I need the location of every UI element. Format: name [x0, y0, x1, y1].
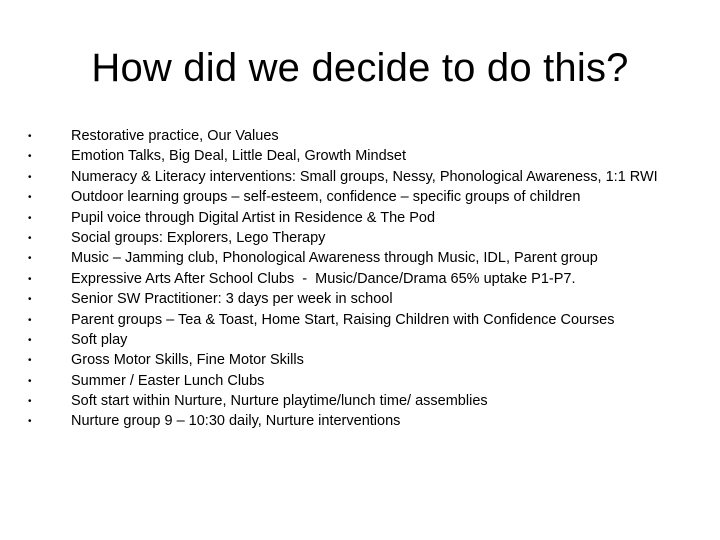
slide-title: How did we decide to do this? [91, 46, 629, 90]
bullet-text: Social groups: Explorers, Lego Therapy [71, 229, 326, 246]
list-item [28, 352, 698, 369]
bullet-text: Gross Motor Skills, Fine Motor Skills [71, 352, 304, 369]
bullet-text: Expressive Arts After School Clubs - Music/Dance/Drama 65% uptake P1-P7. [71, 270, 576, 287]
list-item [28, 312, 698, 329]
list-item [28, 250, 698, 267]
bullet-text: Emotion Talks, Big Deal, Little Deal, Growth Mindset [71, 148, 406, 165]
bullet-icon: • [28, 131, 32, 142]
list-item [28, 413, 698, 430]
bullet-text: Restorative practice, Our Values [71, 128, 279, 144]
bullet-icon: • [28, 294, 32, 306]
bullet-icon: • [28, 232, 32, 244]
bullet-icon: • [28, 151, 32, 163]
list-item [28, 230, 698, 247]
bullet-icon: • [28, 416, 32, 428]
list-item [28, 210, 698, 227]
list-item [28, 271, 698, 288]
bullet-icon: • [28, 171, 32, 183]
bullet-icon: • [28, 273, 32, 285]
bullet-text: Summer / Easter Lunch Clubs [71, 372, 265, 389]
bullet-icon: • [28, 396, 32, 408]
list-item [28, 148, 698, 165]
bullet-icon: • [28, 334, 32, 346]
list-item [28, 393, 698, 410]
list-item [28, 169, 698, 186]
bullet-icon: • [28, 375, 32, 387]
bullet-text: Soft play [71, 331, 128, 348]
list-item [28, 291, 698, 308]
bullet-text: Numeracy & Literacy interventions: Small groups, Nessy, Phonological Awareness, 1:1 RWI [71, 168, 658, 185]
bullet-text: Pupil voice through Digital Artist in Residence & The Pod [71, 209, 436, 226]
bullet-icon: • [28, 314, 32, 326]
bullet-icon: • [28, 212, 32, 224]
bullet-list [28, 128, 698, 434]
list-item [28, 332, 698, 349]
list-item [28, 189, 698, 206]
bullet-text: Senior SW Practitioner: 3 days per week in school [71, 291, 393, 308]
bullet-icon: • [28, 355, 32, 367]
list-item [28, 373, 698, 390]
bullet-icon: • [28, 192, 32, 204]
bullet-text: Soft start within Nurture, Nurture playtime/lunch time/ assemblies [71, 393, 488, 410]
bullet-text: Parent groups – Tea & Toast, Home Start, Raising Children with Confidence Courses [71, 311, 615, 328]
bullet-icon: • [28, 253, 32, 265]
bullet-text: Outdoor learning groups – self-esteem, confidence – specific groups of children [71, 189, 581, 206]
bullet-text: Music – Jamming club, Phonological Awareness through Music, IDL, Parent group [71, 250, 598, 267]
bullet-text: Nurture group 9 – 10:30 daily, Nurture interventions [71, 413, 401, 430]
list-item [28, 128, 698, 145]
